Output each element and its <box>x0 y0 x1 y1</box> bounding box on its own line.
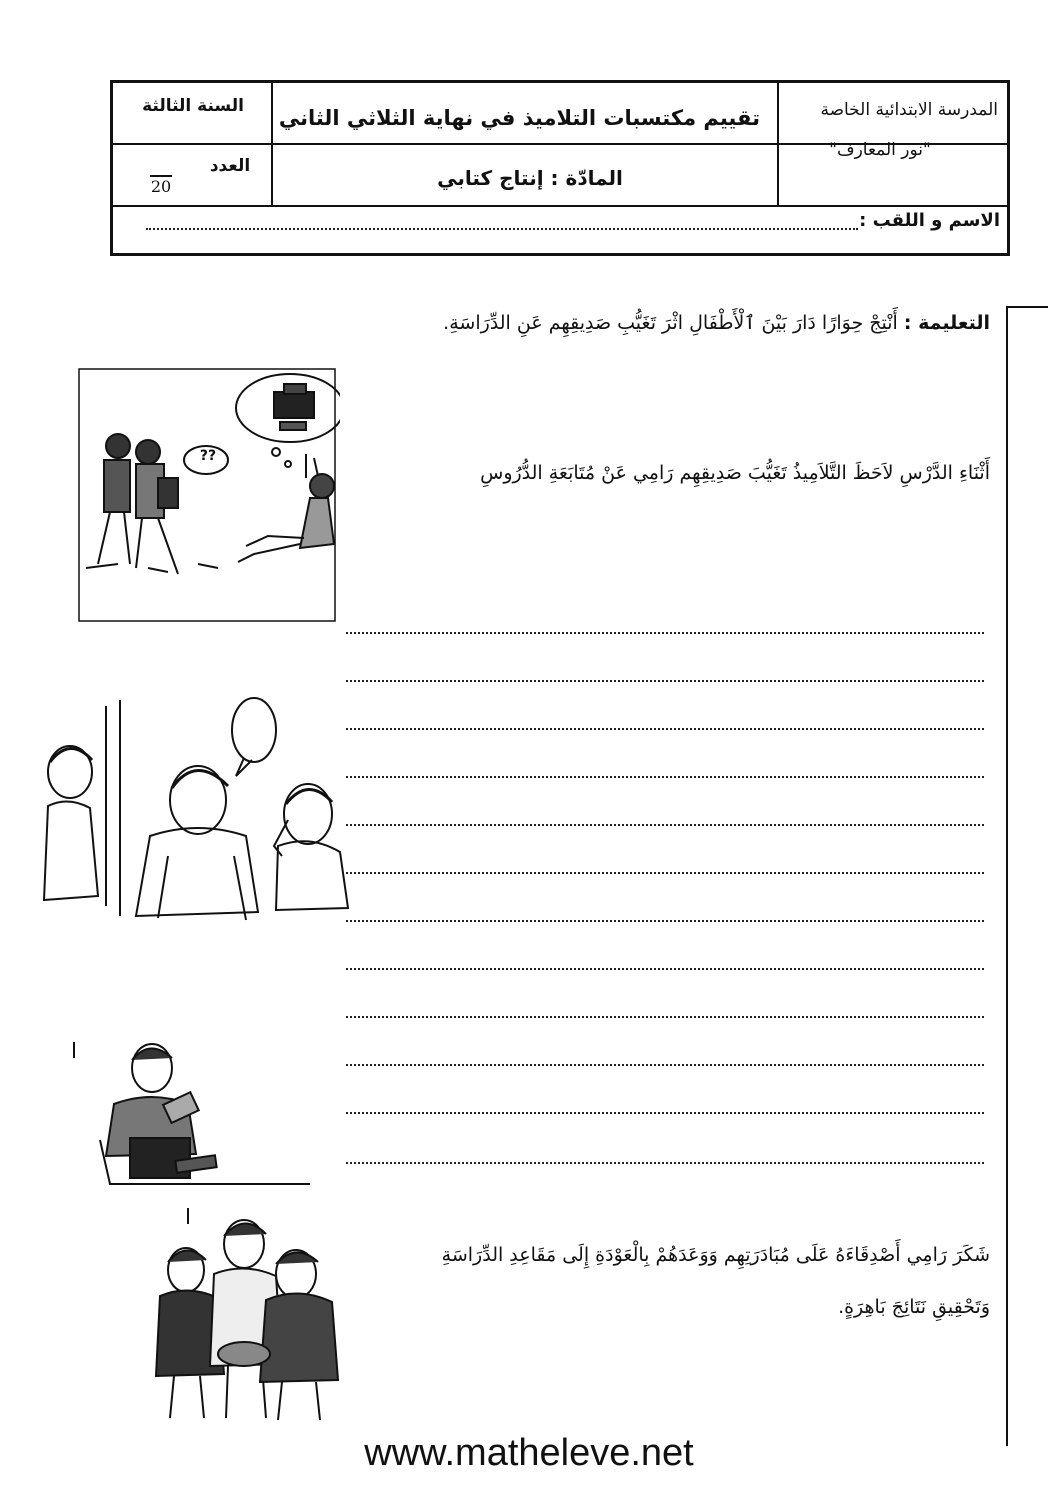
illustration-children-talking <box>38 696 350 936</box>
writing-line[interactable] <box>346 1112 984 1114</box>
header-col-divider-2 <box>777 83 779 205</box>
score-label: العدد <box>209 156 251 176</box>
instruction-text: أَنْتِجْ حِوَارًا دَارَ بَيْنَ ٱلْأَطْفَالِ اثْرَ تَغَيُّبِ صَدِيقِهِم عَنِ الدِّرَاسَةِ. <box>443 312 898 334</box>
writing-line[interactable] <box>346 920 984 922</box>
header-col-divider-1 <box>271 83 273 205</box>
question-marks: ?? <box>199 448 217 464</box>
writing-line[interactable] <box>346 968 984 970</box>
writing-line[interactable] <box>346 728 984 730</box>
writing-line[interactable] <box>346 1162 984 1164</box>
header-row-divider-2 <box>113 205 1007 207</box>
grade-level: السنة الثالثة <box>142 96 244 116</box>
illustration-absent-student <box>78 368 340 624</box>
name-field-dots[interactable] <box>146 228 858 230</box>
writing-line[interactable] <box>346 824 984 826</box>
writing-line[interactable] <box>346 872 984 874</box>
illustration-friends-hugging <box>148 1204 348 1428</box>
story-closing-line1: شَكَرَ رَامِي أَصْدِقَاءَهُ عَلَى مُبَادَرَتِهِم وَوَعَدَهُمْ بِالْعَوْدَةِ إِلَى مَقَاعِدِ الدِّرَاسَةِ <box>441 1244 990 1266</box>
score-total: 20 <box>150 177 172 196</box>
subject-label: المادّة : إنتاج كتابي <box>437 166 623 190</box>
writing-line[interactable] <box>346 1016 984 1018</box>
illustration-boy-packing-bag <box>70 1034 320 1194</box>
footer-website-link[interactable]: www.matheleve.net <box>364 1432 694 1474</box>
school-subname: "نور المعارف" <box>829 140 931 160</box>
writing-line[interactable] <box>346 776 984 778</box>
writing-line[interactable] <box>346 1064 984 1066</box>
exam-title: تقييم مكتسبات التلاميذ في نهاية الثلاثي الثاني <box>278 106 760 130</box>
instruction-label: التعليمة : <box>903 312 990 334</box>
school-name: المدرسة الابتدائية الخاصة <box>820 100 998 120</box>
page-margin-border <box>1006 306 1048 1446</box>
name-label: الاسم و اللقب : <box>859 210 1000 231</box>
writing-line[interactable] <box>346 680 984 682</box>
instruction-line <box>360 312 990 334</box>
writing-line[interactable] <box>346 632 984 634</box>
story-opening: أَثْنَاءِ الدَّرْسِ لاَحَظَ التَّلاَمِيذُ تَغَيُّبَ صَدِيقِهِم رَامِي عَنْ مُتَابَعَةِ الدُّرُوسِ <box>480 462 990 484</box>
story-closing-line2: وَتَحْقِيقِ نَتَائِجَ بَاهِرَةٍ. <box>838 1296 990 1318</box>
